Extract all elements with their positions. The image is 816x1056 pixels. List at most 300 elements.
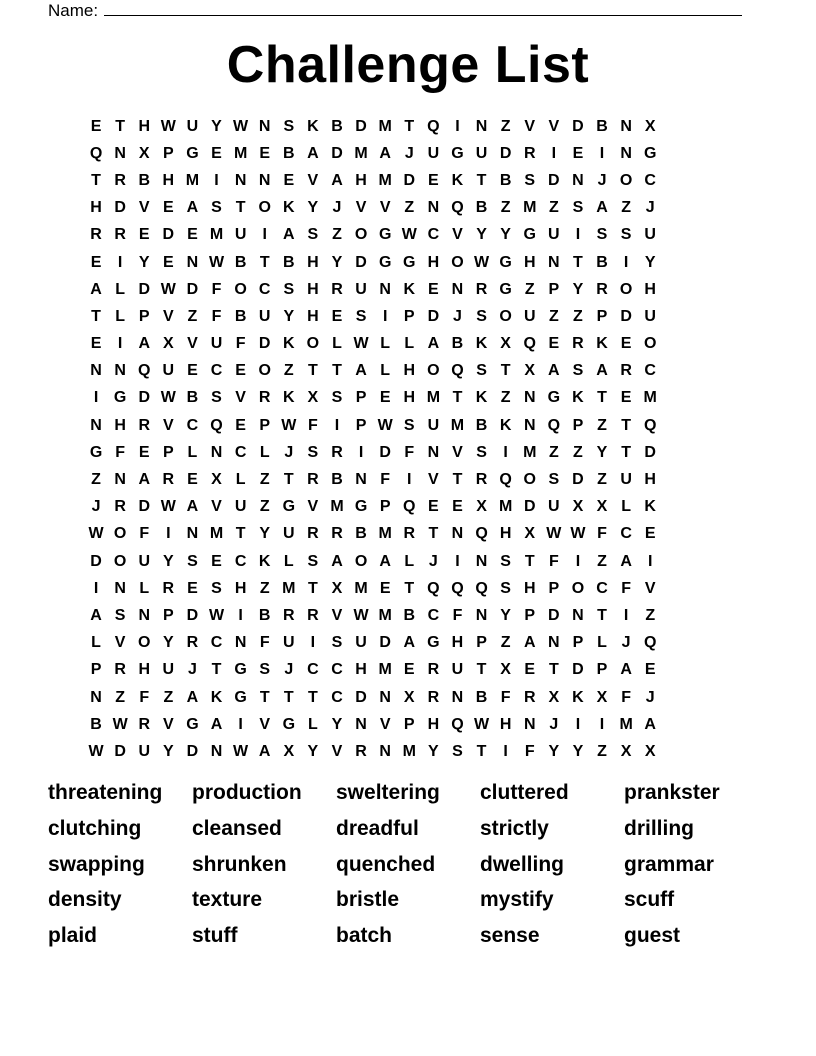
grid-cell: A: [620, 552, 632, 570]
grid-cell: W: [208, 606, 225, 624]
grid-row: [84, 602, 662, 629]
grid-cell: D: [620, 307, 632, 325]
grid-cell: U: [138, 742, 151, 760]
grid-cell: B: [90, 715, 102, 733]
grid-cell: Z: [500, 199, 511, 217]
grid-row: [84, 412, 662, 439]
grid-cell: T: [404, 117, 415, 135]
grid-cell: D: [114, 199, 126, 217]
grid-row: [84, 385, 662, 412]
grid-cell: N: [114, 579, 126, 597]
grid-cell: D: [186, 606, 199, 624]
grid-cell: U: [258, 307, 271, 325]
grid-cell: M: [378, 171, 392, 189]
grid-cell: O: [619, 171, 633, 189]
grid-cell: U: [620, 471, 632, 489]
grid-cell: G: [282, 498, 296, 516]
grid-cell: I: [599, 144, 605, 162]
grid-cell: I: [455, 117, 460, 135]
grid-cell: T: [476, 171, 487, 189]
grid-cell: A: [644, 715, 656, 733]
grid-cell: C: [331, 661, 343, 679]
grid-cell: R: [523, 688, 536, 706]
grid-cell: R: [475, 471, 488, 489]
grid-cell: H: [138, 661, 151, 679]
grid-cell: D: [572, 471, 584, 489]
grid-cell: G: [499, 280, 512, 298]
grid-cell: B: [186, 389, 199, 407]
grid-cell: E: [138, 443, 150, 461]
grid-cell: M: [619, 715, 633, 733]
grid-cell: Q: [451, 579, 464, 597]
grid-cell: E: [162, 199, 174, 217]
grid-cell: V: [428, 471, 439, 489]
grid-cell: X: [476, 498, 487, 516]
word-list-item: mystify: [480, 888, 554, 912]
grid-cell: N: [114, 471, 126, 489]
name-label: Name:: [48, 1, 99, 20]
grid-cell: G: [378, 253, 392, 271]
grid-cell: N: [114, 362, 126, 380]
grid-cell: X: [403, 688, 415, 706]
grid-cell: S: [331, 634, 343, 652]
grid-cell: R: [572, 335, 584, 353]
grid-cell: Y: [162, 742, 174, 760]
grid-cell: N: [379, 280, 391, 298]
grid-cell: E: [452, 498, 463, 516]
grid-cell: P: [476, 634, 487, 652]
grid-cell: Q: [451, 715, 464, 733]
grid-cell: D: [355, 253, 367, 271]
word-list-item: bristle: [336, 888, 400, 912]
grid-cell: U: [162, 661, 175, 679]
grid-cell: A: [210, 715, 223, 733]
grid-cell: I: [238, 715, 243, 733]
grid-cell: F: [139, 525, 150, 543]
grid-cell: T: [500, 362, 511, 380]
grid-cell: E: [187, 226, 198, 244]
grid-cell: N: [620, 117, 632, 135]
grid-cell: T: [235, 199, 246, 217]
grid-cell: E: [644, 661, 656, 679]
grid-cell: N: [475, 606, 488, 624]
grid-cell: K: [403, 280, 416, 298]
grid-cell: S: [211, 579, 222, 597]
grid-cell: S: [307, 443, 319, 461]
grid-cell: U: [355, 280, 367, 298]
grid-cell: N: [523, 389, 536, 407]
grid-cell: Q: [643, 634, 657, 652]
grid-cell: C: [644, 362, 656, 380]
grid-cell: N: [138, 606, 151, 624]
grid-cell: I: [575, 226, 581, 244]
grid-cell: T: [91, 171, 101, 189]
grid-cell: D: [186, 280, 199, 298]
grid-cell: F: [235, 335, 246, 353]
grid-cell: N: [523, 416, 536, 434]
grid-cell: X: [283, 742, 295, 760]
grid-cell: V: [452, 443, 463, 461]
grid-cell: T: [452, 389, 463, 407]
grid-cell: J: [453, 307, 462, 325]
grid-cell: T: [211, 661, 222, 679]
word-list-item: prankster: [624, 781, 720, 804]
grid-cell: B: [451, 335, 464, 353]
grid-cell: I: [503, 742, 508, 760]
grid-cell: S: [452, 742, 463, 760]
grid-cell: N: [475, 552, 488, 570]
grid-cell: R: [620, 362, 632, 380]
grid-cell: V: [379, 199, 391, 217]
grid-cell: H: [162, 171, 175, 189]
grid-cell: L: [91, 634, 101, 652]
grid-cell: Q: [523, 335, 536, 353]
grid-cell: S: [331, 389, 343, 407]
grid-cell: B: [355, 525, 367, 543]
grid-cell: S: [211, 199, 222, 217]
grid-cell: T: [308, 688, 318, 706]
grid-cell: W: [401, 226, 417, 244]
grid-cell: C: [427, 226, 440, 244]
grid-cell: T: [621, 416, 631, 434]
grid-cell: J: [597, 171, 607, 189]
grid-cell: I: [334, 416, 340, 434]
name-underline[interactable]: [104, 0, 742, 16]
word-list-item: stuff: [192, 924, 238, 948]
grid-cell: H: [403, 389, 416, 407]
grid-cell: A: [186, 199, 199, 217]
grid-cell: Q: [451, 199, 464, 217]
grid-cell: P: [596, 307, 608, 325]
grid-cell: D: [162, 226, 175, 244]
grid-cell: M: [209, 226, 224, 244]
grid-cell: Z: [163, 688, 174, 706]
grid-cell: B: [403, 606, 416, 624]
grid-cell: N: [451, 525, 464, 543]
grid-cell: D: [548, 171, 560, 189]
grid-cell: N: [451, 688, 464, 706]
grid-cell: R: [162, 579, 175, 597]
grid-cell: V: [355, 199, 367, 217]
grid-cell: E: [259, 144, 271, 162]
grid-cell: H: [307, 307, 319, 325]
grid-cell: I: [238, 606, 243, 624]
grid-cell: W: [353, 606, 369, 624]
grid-cell: C: [186, 416, 199, 434]
grid-cell: G: [282, 715, 296, 733]
grid-cell: Q: [643, 416, 657, 434]
grid-cell: K: [572, 389, 584, 407]
grid-cell: D: [138, 280, 151, 298]
grid-cell: N: [355, 715, 367, 733]
grid-cell: R: [114, 498, 126, 516]
grid-cell: U: [451, 661, 464, 679]
grid-cell: U: [355, 634, 367, 652]
grid-cell: C: [210, 634, 223, 652]
grid-cell: F: [524, 742, 535, 760]
grid-cell: H: [403, 362, 416, 380]
grid-cell: I: [575, 715, 581, 733]
grid-cell: U: [283, 634, 295, 652]
grid-cell: M: [378, 606, 392, 624]
grid-cell: E: [235, 362, 246, 380]
grid-cell: G: [378, 226, 392, 244]
grid-cell: N: [234, 634, 247, 652]
grid-cell: I: [455, 552, 460, 570]
grid-row: [84, 711, 662, 738]
word-list-item: sense: [480, 924, 540, 948]
grid-cell: Z: [259, 579, 270, 597]
grid-cell: V: [211, 498, 222, 516]
grid-cell: N: [114, 144, 126, 162]
grid-cell: Z: [548, 199, 559, 217]
grid-cell: T: [259, 253, 270, 271]
grid-cell: R: [355, 742, 367, 760]
grid-cell: E: [90, 253, 102, 271]
grid-cell: T: [573, 253, 583, 271]
grid-cell: T: [476, 742, 487, 760]
grid-cell: G: [89, 443, 103, 461]
grid-cell: Y: [428, 742, 439, 760]
grid-cell: Q: [427, 579, 440, 597]
grid-cell: T: [283, 688, 294, 706]
word-list-item: batch: [336, 924, 393, 948]
grid-cell: N: [620, 144, 632, 162]
grid-cell: E: [428, 171, 439, 189]
grid-cell: B: [475, 199, 488, 217]
grid-cell: I: [623, 606, 629, 624]
grid-cell: T: [548, 661, 559, 679]
grid-cell: N: [186, 253, 199, 271]
grid-cell: P: [524, 606, 536, 624]
grid-cell: G: [499, 253, 512, 271]
grid-cell: X: [500, 335, 511, 353]
word-list-item: cleansed: [192, 816, 282, 840]
grid-cell: H: [307, 280, 319, 298]
grid-cell: J: [645, 688, 655, 706]
grid-cell: D: [548, 606, 560, 624]
grid-cell: G: [234, 661, 247, 679]
word-list-item: density: [48, 888, 122, 912]
grid-cell: U: [138, 552, 151, 570]
grid-cell: Z: [259, 498, 270, 516]
grid-cell: V: [644, 579, 656, 597]
grid-cell: H: [427, 253, 440, 271]
grid-cell: Z: [597, 552, 607, 570]
grid-cell: K: [283, 389, 295, 407]
grid-cell: Y: [162, 634, 174, 652]
grid-cell: P: [355, 389, 367, 407]
grid-cell: K: [283, 199, 295, 217]
grid-cell: B: [283, 144, 295, 162]
word-list-item: dreadful: [336, 816, 419, 840]
grid-cell: Y: [307, 199, 319, 217]
grid-cell: W: [233, 117, 249, 135]
grid-cell: Y: [162, 552, 174, 570]
grid-cell: N: [90, 416, 102, 434]
grid-row: [84, 195, 662, 222]
grid-row: [84, 630, 662, 657]
grid-cell: B: [596, 253, 608, 271]
grid-cell: O: [113, 552, 127, 570]
grid-cell: E: [90, 117, 102, 135]
grid-cell: U: [234, 498, 247, 516]
grid-cell: G: [451, 144, 464, 162]
grid-cell: J: [284, 443, 294, 461]
grid-cell: G: [523, 226, 536, 244]
grid-cell: Y: [500, 226, 511, 244]
grid-cell: D: [138, 389, 151, 407]
grid-cell: E: [211, 144, 222, 162]
grid-cell: S: [500, 552, 511, 570]
grid-cell: F: [500, 688, 511, 706]
grid-cell: Z: [573, 443, 583, 461]
grid-cell: J: [284, 661, 294, 679]
grid-cell: N: [523, 715, 536, 733]
grid-cell: P: [162, 443, 174, 461]
grid-cell: V: [307, 171, 319, 189]
grid-cell: H: [138, 117, 151, 135]
grid-cell: F: [621, 688, 631, 706]
grid-cell: L: [380, 362, 391, 380]
grid-cell: E: [211, 552, 222, 570]
grid-cell: I: [214, 171, 219, 189]
grid-cell: M: [498, 498, 513, 516]
grid-cell: J: [549, 715, 559, 733]
grid-cell: K: [572, 688, 584, 706]
grid-cell: V: [379, 715, 391, 733]
grid-cell: C: [234, 443, 247, 461]
grid-cell: B: [331, 117, 343, 135]
grid-cell: D: [258, 335, 271, 353]
grid-cell: U: [475, 144, 488, 162]
grid-cell: G: [113, 389, 127, 407]
grid-cell: R: [331, 280, 343, 298]
grid-cell: X: [644, 117, 656, 135]
grid-cell: O: [234, 280, 247, 298]
grid-cell: I: [647, 552, 653, 570]
grid-cell: G: [547, 389, 561, 407]
grid-cell: Y: [331, 253, 343, 271]
grid-cell: N: [475, 117, 488, 135]
grid-cell: B: [234, 253, 247, 271]
grid-cell: S: [259, 661, 271, 679]
grid-cell: U: [548, 226, 560, 244]
grid-cell: H: [114, 416, 126, 434]
grid-cell: T: [452, 471, 463, 489]
grid-cell: Q: [499, 471, 512, 489]
grid-cell: D: [499, 144, 512, 162]
grid-cell: M: [523, 443, 537, 461]
grid-cell: S: [476, 443, 487, 461]
grid-cell: S: [476, 307, 487, 325]
grid-cell: D: [427, 307, 440, 325]
grid-cell: P: [90, 661, 102, 679]
grid-cell: A: [379, 552, 391, 570]
grid-cell: W: [570, 525, 586, 543]
grid-row: [84, 521, 662, 548]
grid-cell: R: [138, 715, 151, 733]
grid-cell: Z: [404, 199, 415, 217]
grid-cell: W: [160, 280, 176, 298]
grid-cell: L: [139, 579, 150, 597]
grid-cell: H: [427, 715, 440, 733]
grid-cell: E: [620, 335, 632, 353]
grid-cell: T: [91, 307, 101, 325]
page-title: Challenge List: [226, 36, 590, 94]
grid-row: [84, 439, 662, 466]
grid-cell: V: [548, 117, 560, 135]
grid-cell: Z: [500, 634, 511, 652]
grid-cell: L: [332, 335, 342, 353]
grid-cell: U: [644, 307, 656, 325]
grid-cell: J: [332, 199, 342, 217]
grid-cell: Y: [259, 525, 271, 543]
grid-cell: X: [524, 362, 536, 380]
grid-cell: I: [382, 307, 388, 325]
grid-cell: U: [644, 226, 656, 244]
grid-cell: Z: [259, 471, 270, 489]
grid-row: [84, 167, 662, 194]
grid-cell: R: [307, 471, 319, 489]
grid-cell: C: [234, 552, 247, 570]
grid-cell: O: [113, 525, 127, 543]
grid-cell: I: [93, 579, 99, 597]
grid-cell: B: [234, 307, 247, 325]
grid-cell: A: [90, 280, 102, 298]
grid-cell: B: [475, 688, 488, 706]
grid-row: [84, 466, 662, 493]
grid-cell: R: [114, 226, 126, 244]
grid-cell: Y: [283, 307, 295, 325]
grid-row: [84, 494, 662, 521]
grid-cell: A: [403, 634, 416, 652]
grid-cell: O: [643, 335, 657, 353]
grid-cell: Z: [548, 307, 559, 325]
word-list-item: dwelling: [480, 852, 564, 876]
grid-cell: N: [90, 362, 102, 380]
grid-cell: Y: [572, 742, 584, 760]
grid-cell: K: [258, 552, 271, 570]
grid-row: [84, 738, 662, 765]
grid-cell: H: [307, 253, 319, 271]
grid-cell: R: [403, 525, 416, 543]
grid-cell: I: [166, 525, 171, 543]
grid-cell: P: [548, 579, 560, 597]
grid-cell: U: [427, 416, 440, 434]
grid-cell: R: [331, 443, 343, 461]
grid-cell: E: [620, 389, 632, 407]
word-search-grid: [84, 113, 662, 766]
grid-cell: S: [524, 171, 536, 189]
grid-cell: M: [354, 144, 368, 162]
grid-cell: L: [115, 280, 126, 298]
grid-cell: G: [186, 715, 199, 733]
grid-cell: Z: [283, 362, 294, 380]
grid-cell: U: [523, 307, 536, 325]
grid-cell: S: [572, 199, 584, 217]
grid-cell: N: [548, 253, 560, 271]
grid-cell: V: [259, 715, 271, 733]
grid-cell: H: [644, 471, 656, 489]
grid-cell: M: [378, 661, 392, 679]
grid-cell: Z: [597, 742, 607, 760]
grid-cell: Y: [138, 253, 150, 271]
grid-cell: N: [258, 117, 271, 135]
grid-cell: F: [308, 416, 318, 434]
word-list-item: clutching: [48, 816, 142, 840]
grid-cell: E: [379, 389, 391, 407]
